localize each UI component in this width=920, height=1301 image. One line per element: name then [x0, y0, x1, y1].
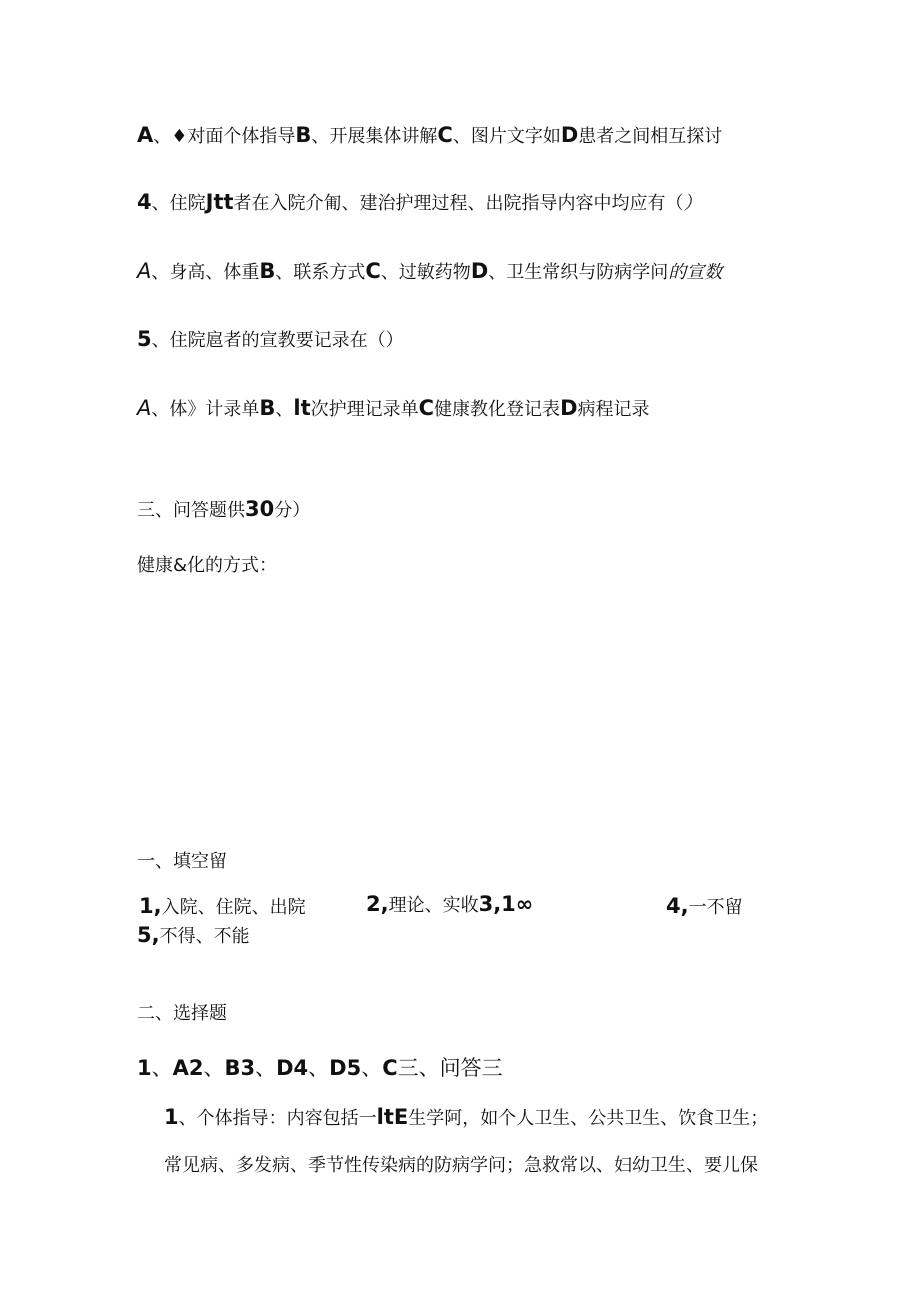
answer-text: 生学阿，如个人卫生、公共卫生、饮食卫生；	[408, 1108, 769, 1129]
option-b-text2: 次护理记录单	[310, 399, 419, 420]
option-b-text: 、	[275, 399, 294, 420]
option-a-label: A	[137, 123, 154, 147]
answer-text: 、个体指导：内容包括一	[178, 1108, 377, 1129]
question-text: 者在入院介匍、建治护理过程、出院指导内容中均应有（	[233, 193, 684, 214]
section-3-title	[137, 497, 310, 523]
option-b-label: B	[295, 123, 312, 147]
option-a-text: 、身高、体重	[151, 262, 260, 283]
option-a-label: A	[137, 396, 152, 420]
question-text-bold: Jtt	[205, 190, 234, 214]
option-b-text: 、联系方式	[275, 262, 366, 283]
choice-part: 、	[308, 1056, 330, 1080]
option-c-label: C	[418, 396, 435, 420]
choice-part: 三、问答三	[397, 1056, 503, 1080]
option-c-label: C	[437, 123, 453, 147]
option-d-label: D	[560, 123, 579, 147]
answer-fill-3: 3,1∞	[478, 892, 534, 916]
answer-text: 一不留	[688, 897, 743, 918]
question-number: 5	[137, 327, 152, 351]
choice-part: 、	[361, 1056, 383, 1080]
option-b-bold: lt	[293, 396, 311, 420]
option-c-text: 健康教化登记表	[434, 399, 561, 420]
option-c-label: C	[365, 259, 381, 283]
section-title-text: 分）	[274, 500, 311, 521]
answer-number: 2,	[366, 892, 389, 916]
option-d-tail: 的宣数	[668, 262, 723, 283]
answer-choice-line	[137, 1056, 503, 1080]
option-d-label: D	[470, 259, 489, 283]
answer-section-title: 一、填空留	[137, 851, 227, 872]
question-paren-close: ）	[683, 193, 702, 214]
answer-qa-1	[164, 1105, 768, 1131]
choice-part: 、	[255, 1056, 277, 1080]
answer-section-title: 二、选择题	[137, 1003, 227, 1024]
choice-part: A2	[172, 1056, 204, 1080]
option-a-text: 、♦对面个体指导	[153, 126, 296, 147]
answer-fill-5	[137, 923, 250, 949]
choice-part: B3	[224, 1056, 256, 1080]
question-4	[137, 190, 702, 216]
question-5	[137, 327, 404, 353]
answer-text: 常见病、多发病、季节性传染病的防病学问；急救常以、妇幼卫生、要儿保	[164, 1155, 758, 1176]
answer-text: 不得、不能	[159, 926, 250, 947]
option-d-text: 、卫生常织与防病学问	[488, 262, 669, 283]
option-b-label: B	[259, 259, 276, 283]
option-b-label: B	[259, 396, 276, 420]
answer-fill-2	[366, 892, 533, 918]
option-a-text: 、体》计录单	[151, 399, 260, 420]
answer-text: 理论、实收	[388, 895, 479, 916]
answer-text-bold: ltE	[376, 1105, 409, 1129]
question-text: 健康&化的方式：	[137, 555, 278, 576]
choice-part: 、	[151, 1056, 173, 1080]
answer-choice-title	[137, 1002, 227, 1026]
question-number: 4	[137, 190, 152, 214]
question-text: 、住院	[151, 193, 206, 214]
choice-part: D4	[276, 1056, 309, 1080]
option-c-text: 、过敏药物	[380, 262, 471, 283]
q4-options	[137, 259, 722, 285]
q5-options	[137, 396, 650, 422]
answer-fill-1	[139, 894, 306, 920]
answer-fill-title	[137, 850, 227, 874]
option-b-text: 、开展集体讲解	[311, 126, 438, 147]
answer-number: 1,	[139, 894, 162, 918]
option-d-text: 病程记录	[577, 399, 650, 420]
answer-number: 4,	[666, 894, 689, 918]
section-title-score: 30	[245, 497, 275, 521]
section-title-text: 三、问答题供	[137, 500, 245, 521]
answer-number: 1	[164, 1105, 179, 1129]
section-3-question	[137, 554, 277, 578]
answer-qa-2	[164, 1154, 758, 1178]
option-d-label: D	[560, 396, 578, 420]
option-a-label: A	[137, 259, 152, 283]
option-c-text: 、图片文字如	[452, 126, 561, 147]
answer-text: 入院、住院、出院	[161, 897, 306, 918]
q3-options	[137, 123, 722, 149]
choice-part: 1	[137, 1056, 152, 1080]
answer-number: 5,	[137, 923, 160, 947]
choice-part: C	[382, 1056, 398, 1080]
choice-part: D5	[329, 1056, 362, 1080]
question-text: 、住院扈者的宣教要记录在（）	[151, 330, 404, 351]
option-d-text: 患者之间相互探讨	[578, 126, 723, 147]
choice-part: 、	[203, 1056, 225, 1080]
answer-fill-4	[666, 894, 743, 920]
